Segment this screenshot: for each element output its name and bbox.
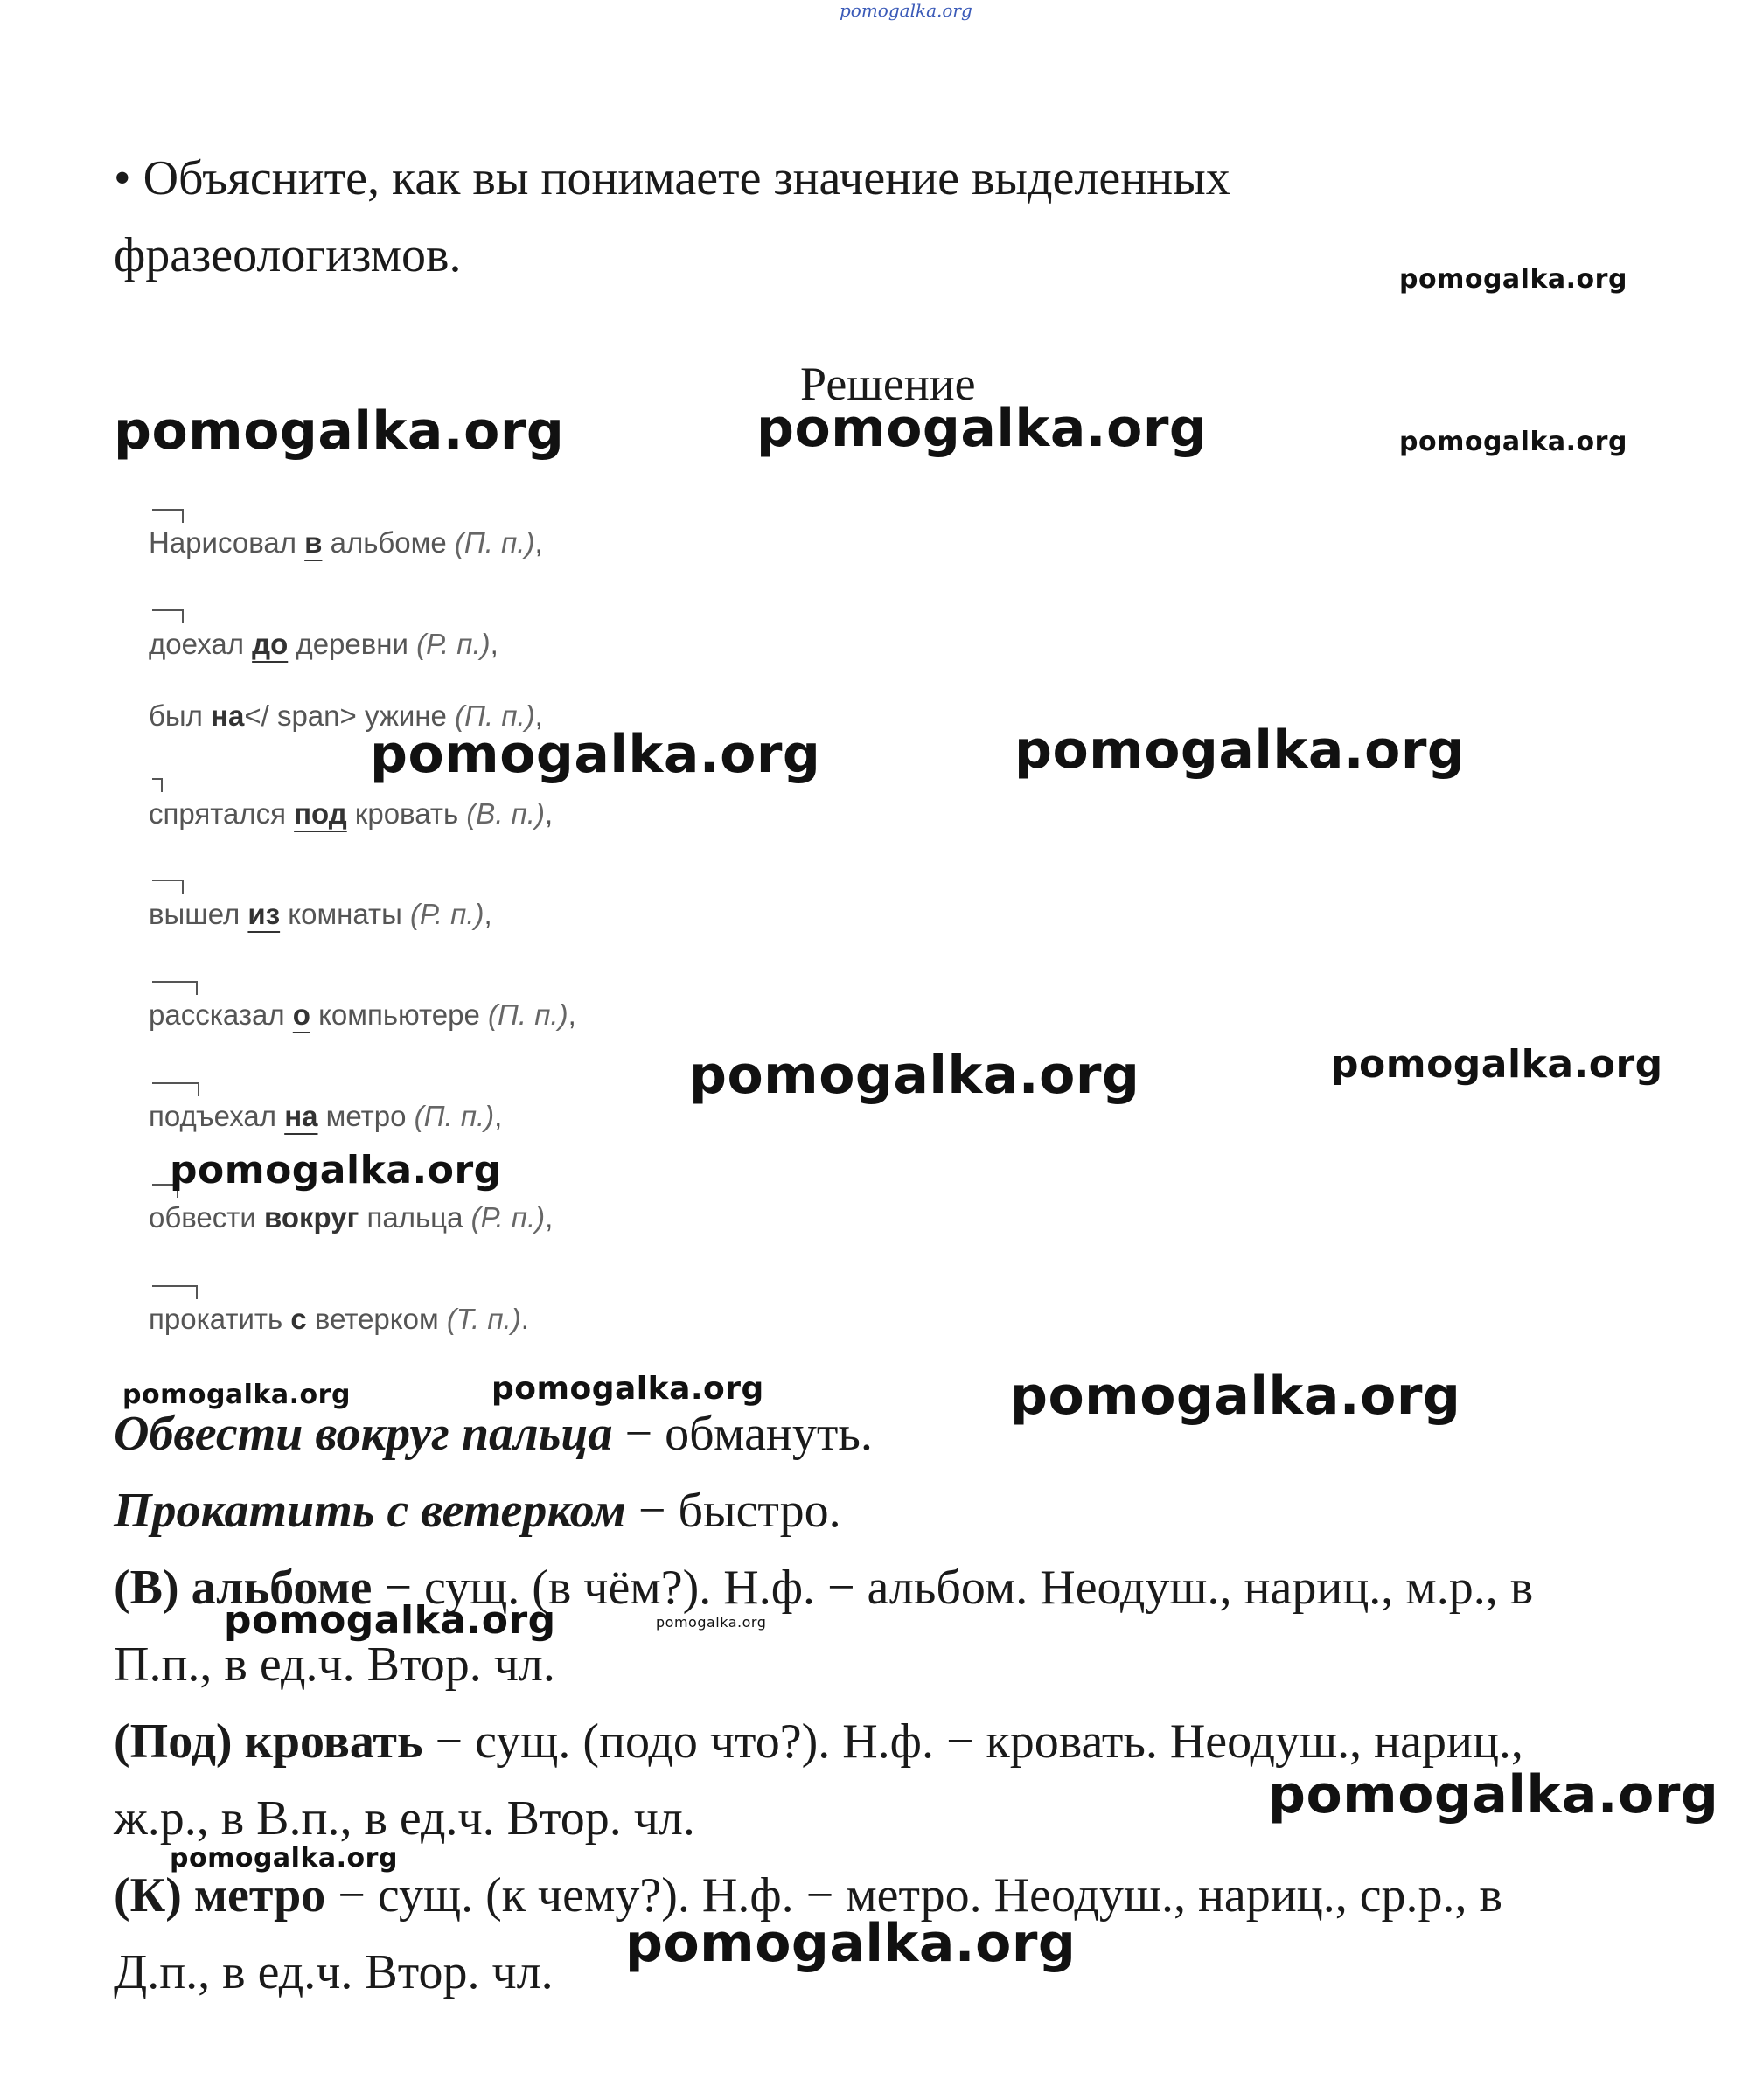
bracket-mark	[152, 609, 184, 623]
watermark: pomogalka.org	[170, 1148, 502, 1193]
word-1-term: (В) альбоме	[114, 1561, 373, 1615]
bracket-mark	[152, 778, 163, 792]
watermark: pomogalka.org	[491, 1371, 764, 1407]
phrase-item: рассказал о компьютере (П. п.),	[149, 998, 576, 1031]
task-line-2: фразеологизмов.	[114, 228, 462, 282]
watermark: pomogalka.org	[1014, 720, 1466, 781]
preposition: из	[247, 898, 281, 930]
phrase-item: Нарисовал в альбоме (П. п.),	[149, 526, 543, 559]
bracket-mark	[152, 880, 184, 894]
phrase-item: подъехал на метро (П. п.),	[149, 1100, 503, 1132]
bracket-mark	[152, 509, 184, 523]
idiom-2-term: Прокатить с ветерком	[114, 1484, 626, 1538]
watermark: pomogalka.org	[656, 1614, 767, 1631]
watermark: pomogalka.org	[122, 1380, 351, 1410]
word-analysis-1-cont: П.п., в ед.ч. Втор. чл.	[114, 1638, 555, 1692]
watermark: pomogalka.org	[1331, 1042, 1663, 1087]
watermark: pomogalka.org	[224, 1598, 556, 1643]
task-line-1: • Объясните, как вы понимаете значение выделенных	[114, 151, 1230, 205]
word-analysis-3-cont: Д.п., в ед.ч. Втор. чл.	[114, 1945, 554, 1999]
watermark: pomogalka.org	[114, 400, 565, 462]
phrase-item: доехал до деревни (Р. п.),	[149, 628, 498, 660]
bracket-mark	[152, 1285, 198, 1299]
preposition: на	[284, 1100, 318, 1132]
bracket-mark	[152, 1082, 199, 1096]
phrase-item: спрятался под кровать (В. п.),	[149, 797, 554, 830]
phrase-item: вышел из комнаты (Р. п.),	[149, 898, 492, 930]
idiom-1-term: Обвести вокруг пальца	[114, 1407, 613, 1461]
watermark: pomogalka.org	[1268, 1764, 1719, 1825]
bracket-mark	[152, 981, 198, 995]
word-2-term: (Под) кровать	[114, 1714, 423, 1769]
idiom-2: Прокатить с ветерком − быстро.	[114, 1484, 841, 1538]
watermark-top: pomogalka.org	[840, 0, 972, 21]
word-analysis-2: (Под) кровать − сущ. (подо что?). Н.ф. − кровать. Неодуш., нариц.,	[114, 1714, 1523, 1769]
watermark: pomogalka.org	[170, 1843, 398, 1874]
phrase-item: прокатить с ветерком (Т. п.).	[149, 1303, 529, 1335]
solution-heading: Решение	[800, 358, 976, 410]
word-3-term: (К) метро	[114, 1868, 326, 1923]
word-analysis-3: (К) метро − сущ. (к чему?). Н.ф. − метро. Неодуш., нариц., ср.р., в	[114, 1868, 1502, 1923]
watermark: pomogalka.org	[1010, 1366, 1461, 1427]
preposition: под	[294, 797, 347, 830]
watermark: pomogalka.org	[756, 398, 1208, 459]
watermark: pomogalka.org	[689, 1045, 1140, 1106]
watermark: pomogalka.org	[370, 724, 821, 785]
preposition: с	[290, 1303, 307, 1335]
watermark: pomogalka.org	[1399, 427, 1627, 457]
idiom-1: Обвести вокруг пальца − обмануть.	[114, 1407, 873, 1461]
word-analysis-1: (В) альбоме − сущ. (в чём?). Н.ф. − альбом. Неодуш., нариц., м.р., в	[114, 1561, 1534, 1615]
preposition: в	[304, 526, 323, 559]
word-analysis-2-cont: ж.р., в В.п., в ед.ч. Втор. чл.	[114, 1791, 695, 1846]
phrase-item: обвести вокруг пальца (Р. п.),	[149, 1201, 554, 1234]
watermark: pomogalka.org	[1399, 264, 1627, 295]
preposition: вокруг	[263, 1201, 359, 1234]
watermark: pomogalka.org	[625, 1913, 1077, 1974]
preposition: на	[211, 699, 245, 732]
preposition: о	[292, 998, 310, 1031]
preposition: до	[252, 628, 289, 660]
phrase-item: был на</ span> ужине (П. п.),	[149, 699, 543, 732]
